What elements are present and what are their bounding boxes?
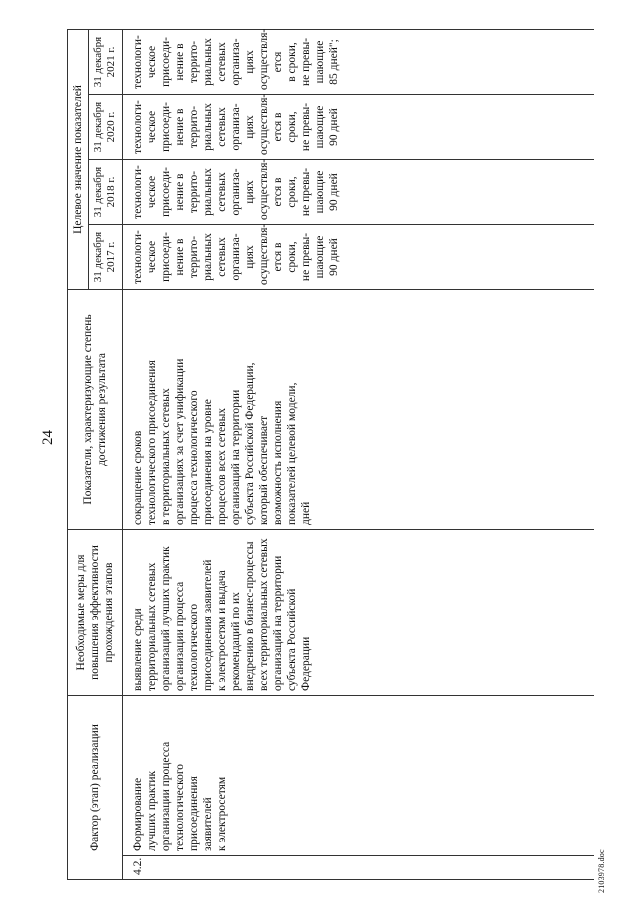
header-date-2018: 31 декабря 2018 г. [89,159,123,224]
table-row [122,29,594,879]
row-value-2020: технологи- ческое присоеди- нение в террито- риальных сетевых организа- циях осуществля- ется в сроки, не превы- шающие 90 дней [122,94,594,159]
header-factor: Фактор (этап) реализации [68,695,123,879]
header-target-values: Целевое значение показателей [68,29,89,289]
page-number: 24 [40,430,56,445]
rotated-table-container [67,30,622,880]
row-factor: Формирование лучших практик организации процесса технологического присоединения заявителей к электросетям [122,695,594,855]
row-indicators: сокращение сроков технологического присоединения в территориальных сетевых организациях за счет унификации процесса технологического присоединения на уровне процессов всех сетевых организаций на территории субъекта Российской Федерации, который обеспечивает возможность исполнения показателей целевой модели, дней [122,289,594,529]
targets-table [67,29,594,880]
row-value-2021: технологи- ческое присоеди- нение в террито- риальных сетевых организа- циях осуществля- ется в сроки, не превы- шающие 85 дней"; [122,29,594,94]
header-date-2020: 31 декабря 2020 г. [89,94,123,159]
row-value-2018: технологи- ческое присоеди- нение в террито- риальных сетевых организа- циях осуществля- ется в сроки, не превы- шающие 90 дней [122,159,594,224]
document-footer: 2103978.doc [597,849,606,893]
header-date-2021: 31 декабря 2021 г. [89,29,123,94]
header-indicators: Показатели, характеризующие степень достижения результата [68,289,123,529]
row-value-2017: технологи- ческое присоеди- нение в террито- риальных сетевых организа- циях осуществля- ется в сроки, не превы- шающие 90 дней [122,224,594,289]
header-measures: Необходимые меры для повышения эффективности прохождения этапов [68,529,123,695]
row-number: 4.2. [122,856,594,880]
row-measures: выявление среди территориальных сетевых организаций лучших практик организации процесса технологического присоединения заявителей к электросетям и выдача рекомендаций по их внедрению в бизнес-процессы всех территориальных сетевых организаций на территории субъекта Российской Федерации [122,529,594,695]
header-date-2017: 31 декабря 2017 г. [89,224,123,289]
